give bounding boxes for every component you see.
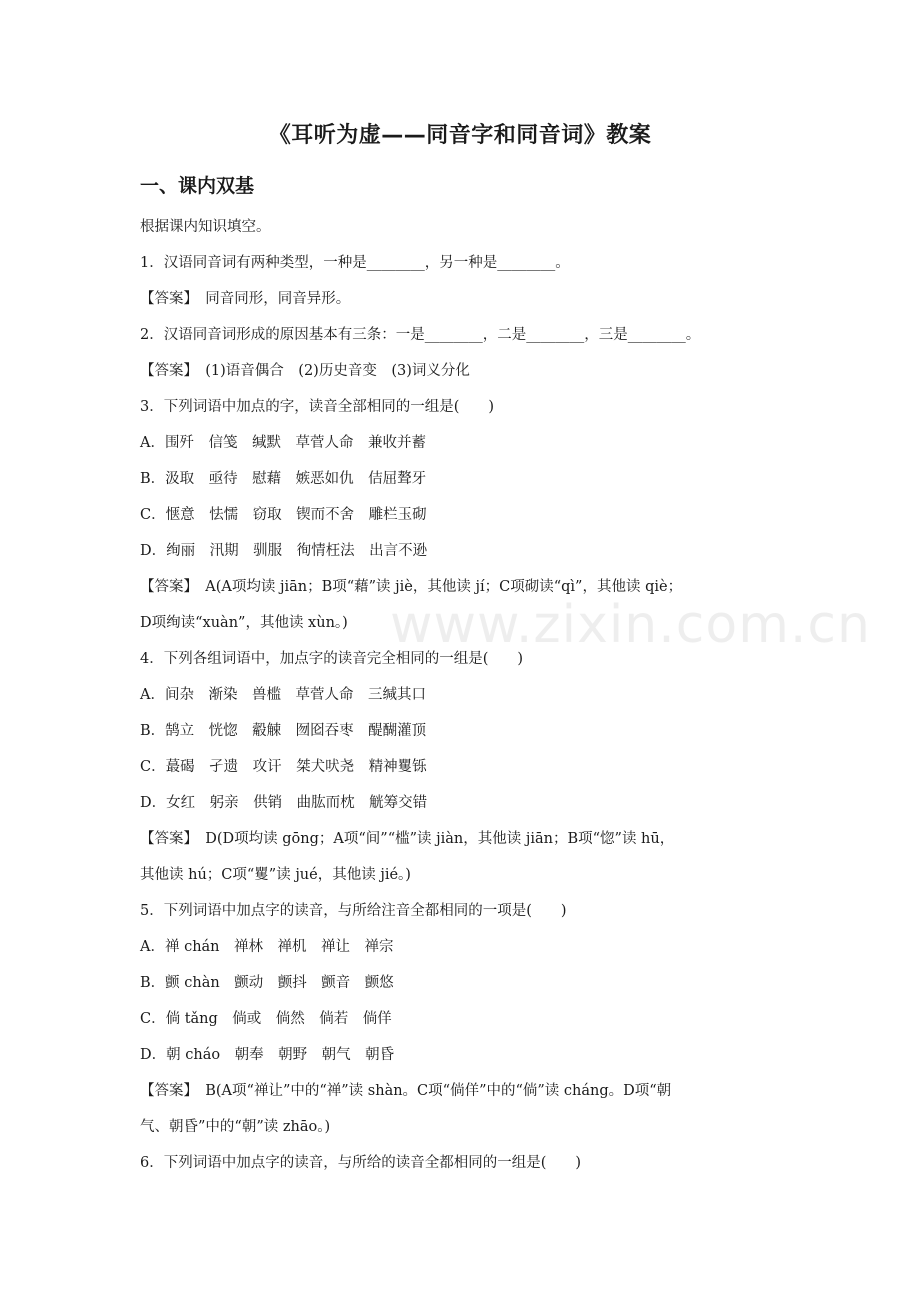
text-line: D．绚丽 汛期 驯服 徇情枉法 出言不逊 xyxy=(140,543,428,559)
text-line: C．倘 tǎng 倘或 倘然 倘若 倘佯 xyxy=(140,1011,392,1027)
text-line: A．围歼 信笺 缄默 草菅人命 兼收并蓄 xyxy=(140,435,426,451)
text-line: 【答案】 同音同形，同音异形。 xyxy=(140,291,351,307)
text-line: 【答案】 A(A项均读 jiān；B项“藉”读 jiè，其他读 jí；C项砌读“qì”，其他读 qiè； xyxy=(140,579,683,595)
text-line: 5．下列词语中加点字的读音，与所给注音全都相同的一项是( ) xyxy=(140,903,567,919)
text-line: D项绚读“xuàn”，其他读 xùn。) xyxy=(140,615,348,631)
text-line: C．蕞碣 孑遗 攻讦 桀犬吠尧 精神矍铄 xyxy=(140,759,427,775)
text-line: B．汲取 亟待 慰藉 嫉恶如仇 佶屈聱牙 xyxy=(140,471,427,487)
text-line: 【答案】 D(D项均读 gōng；A项“间”“槛”读 jiàn，其他读 jiān；B项“惚”读 hū， xyxy=(140,831,675,847)
text-line: A．禅 chán 禅林 禅机 禅让 禅宗 xyxy=(140,939,394,955)
text-line: 其他读 hú；C项“矍”读 jué，其他读 jié。) xyxy=(140,867,411,883)
text-line: 【答案】 (1)语音偶合 (2)历史音变 (3)词义分化 xyxy=(140,363,470,379)
text-line: 3．下列词语中加点的字，读音全部相同的一组是( ) xyxy=(140,399,495,415)
text-line: B．颤 chàn 颤动 颤抖 颤音 颤悠 xyxy=(140,975,394,991)
text-line: B．鹄立 恍惚 觳觫 囫囵吞枣 醍醐灌顶 xyxy=(140,723,427,739)
document-body xyxy=(140,212,790,1184)
watermark: www.zixin.com.cn xyxy=(390,595,871,655)
text-line: 6．下列词语中加点字的读音，与所给的读音全都相同的一组是( ) xyxy=(140,1155,582,1171)
text-line: 2．汉语同音词形成的原因基本有三条：一是________，二是________，三是________。 xyxy=(140,327,701,343)
section-heading: 一、课内双基 xyxy=(140,175,255,197)
text-line: 【答案】 B(A项“禅让”中的“禅”读 shàn。C项“倘佯”中的“倘”读 cháng。D项“朝 xyxy=(140,1083,672,1099)
document-title: 《耳听为虚——同音字和同音词》教案 xyxy=(268,123,652,148)
text-line: D．女红 躬亲 供销 曲肱而枕 觥筹交错 xyxy=(140,795,428,811)
text-line: 根据课内知识填空。 xyxy=(140,219,271,235)
text-line: A．间杂 渐染 兽槛 草菅人命 三缄其口 xyxy=(140,687,426,703)
text-line: C．惬意 怯懦 窃取 锲而不舍 雕栏玉砌 xyxy=(140,507,427,523)
text-line: D．朝 cháo 朝奉 朝野 朝气 朝昏 xyxy=(140,1047,395,1063)
text-line: 气、朝昏”中的“朝”读 zhāo。) xyxy=(140,1119,331,1135)
text-line: 4．下列各组词语中，加点字的读音完全相同的一组是( ) xyxy=(140,651,524,667)
text-line: 1．汉语同音词有两种类型，一种是________，另一种是________。 xyxy=(140,255,570,271)
